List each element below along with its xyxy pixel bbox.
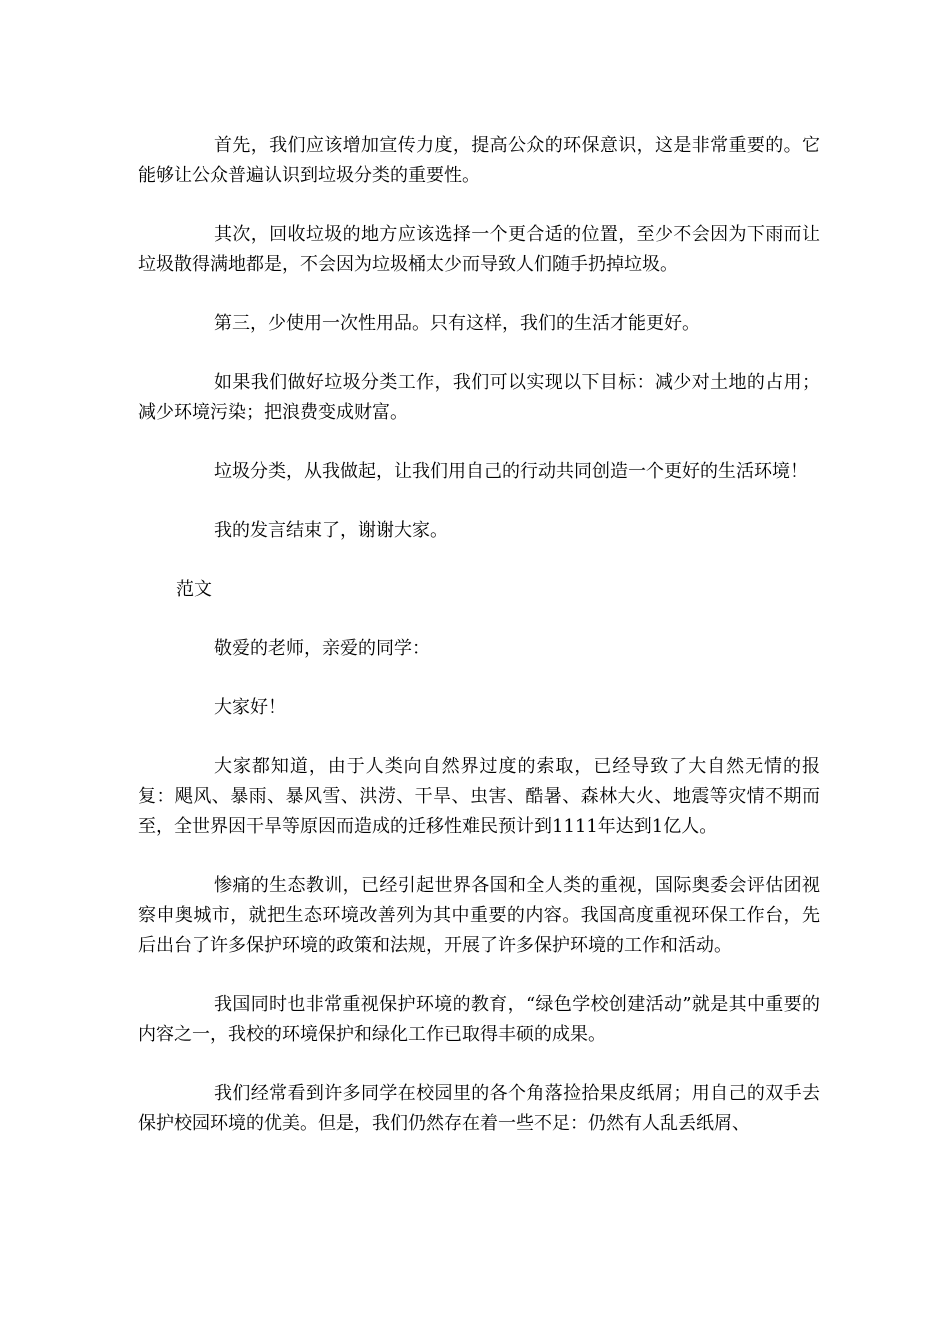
- sample-paragraph-3: 我国同时也非常重视保护环境的教育，“绿色学校创建活动”就是其中重要的内容之一，我校的环境保护和绿化工作已取得丰硕的成果。: [138, 994, 820, 1045]
- sample-salutation: 敬爱的老师，亲爱的同学：: [214, 638, 430, 659]
- section-heading: 范文: [176, 579, 212, 600]
- paragraph-4: 如果我们做好垃圾分类工作，我们可以实现以下目标：减少对土地的占用；减少环境污染；把浪费变成财富。: [138, 372, 820, 423]
- sample-greeting: 大家好！: [214, 697, 286, 718]
- sample-paragraph-2: 惨痛的生态教训，已经引起世界各国和全人类的重视，国际奥委会评估团视察申奥城市，就把生态环境改善列为其中重要的内容。我国高度重视环保工作台，先后出台了许多保护环境的政策和法规，开展了许多保护环境的工作和活动。: [138, 875, 820, 956]
- paragraph-6: 我的发言结束了，谢谢大家。: [214, 520, 448, 541]
- paragraph-2: 其次，回收垃圾的地方应该选择一个更合适的位置，至少不会因为下雨而让垃圾散得满地都是，不会因为垃圾桶太少而导致人们随手扔掉垃圾。: [138, 224, 820, 275]
- document-body: [138, 131, 820, 1139]
- sample-paragraph-1: 大家都知道，由于人类向自然界过度的索取，已经导致了大自然无情的报复：飓风、暴雨、暴风雪、洪涝、干旱、虫害、酷暑、森林大火、地震等灾情不期而至，全世界因干旱等原因而造成的迁移性难民预计到1111年达到1亿人。: [138, 756, 820, 837]
- paragraph-5: 垃圾分类，从我做起，让我们用自己的行动共同创造一个更好的生活环境！: [214, 461, 808, 482]
- paragraph-1: 首先，我们应该增加宣传力度，提高公众的环保意识，这是非常重要的。它能够让公众普遍认识到垃圾分类的重要性。: [138, 135, 820, 186]
- paragraph-3: 第三，少使用一次性用品。只有这样，我们的生活才能更好。: [214, 313, 700, 334]
- sample-paragraph-4: 我们经常看到许多同学在校园里的各个角落捡拾果皮纸屑；用自己的双手去保护校园环境的优美。但是，我们仍然存在着一些不足：仍然有人乱丢纸屑、: [138, 1083, 820, 1134]
